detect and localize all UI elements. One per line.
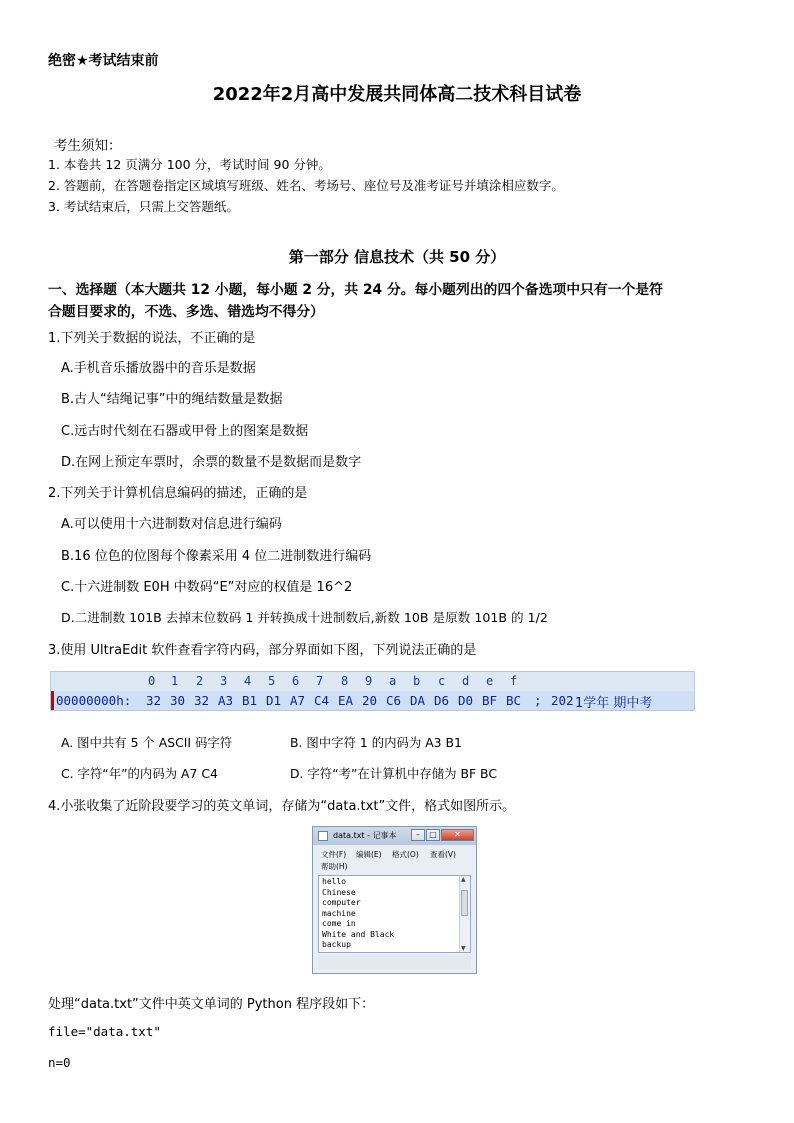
hex-byte: C4 [314,693,330,708]
ruler-label: 7 [316,674,324,688]
hex-ascii-text-cn: 1学年 期中考 [575,696,653,711]
option-c: C.远古时代刻在石器或甲骨上的图案是数据 [61,424,309,439]
question-stem: 3.使用 UltraEdit 软件查看字符内码，部分界面如下图，下列说法正确的是 [48,643,477,658]
notice-item: 1. 本卷共 12 页满分 100 分，考试时间 90 分钟。 [48,157,331,172]
ruler-label: f [510,674,518,688]
part-heading: 第一部分 信息技术（共 50 分） [288,248,506,266]
option-c: C. 字符“年”的内码为 A7 C4 [61,766,218,781]
ruler-label: 1 [171,674,179,688]
hex-byte: 32 [194,693,210,708]
ruler-label: c [438,674,446,688]
question-stem: 4.小张收集了近阶段要学习的英文单词，存储为“data.txt”文件，格式如图所示。 [48,799,516,814]
text-line: come in [322,919,356,928]
hex-column-ruler [51,672,694,690]
text-line: computer [322,898,361,907]
menu-help[interactable]: 帮助(H) [321,862,348,871]
text-line: Chinese [322,887,356,897]
hex-byte: DA [410,693,426,708]
ruler-label: b [413,674,421,688]
hex-byte: D6 [434,693,450,708]
minimize-icon[interactable]: – [411,829,425,841]
maximize-icon[interactable]: □ [426,829,440,841]
hex-byte: D0 [458,693,474,708]
code-intro: 处理“data.txt”文件中英文单词的 Python 程序段如下： [48,997,375,1012]
notice-item: 3. 考试结束后，只需上交答题纸。 [48,199,239,214]
hex-ascii-text: 202 [551,693,574,708]
close-icon[interactable]: ✕ [441,829,474,841]
notepad-app-icon [318,831,328,841]
hex-byte: C6 [386,693,402,708]
text-line: hello [322,877,347,886]
text-line: White and Black [322,929,395,939]
scroll-down-icon[interactable]: ▼ [461,945,466,952]
option-c: C.十六进制数 E0H 中数码“E”对应的权值是 16^2 [61,580,353,595]
menu-edit[interactable]: 编辑(E) [356,850,382,859]
notepad-text-area[interactable] [318,875,471,953]
confidential-label: 绝密★考试结束前 [48,53,159,69]
hex-separator: ; [534,693,542,708]
section-instructions-line1: 一、选择题（本大题共 12 小题，每小题 2 分，共 24 分。每小题列出的四个备选项中只有一个是符 [48,282,663,298]
ruler-label: 3 [220,674,228,688]
ruler-label: d [462,674,470,688]
option-a: A.可以使用十六进制数对信息进行编码 [61,517,282,532]
hex-byte: BC [506,693,522,708]
notepad-title-bar[interactable] [313,827,476,845]
exam-title: 2022年2月高中发展共同体高二技术科目试卷 [212,84,582,105]
ruler-label: a [389,674,397,688]
scroll-up-icon[interactable]: ▲ [461,876,466,883]
option-b: B. 图中字符 1 的内码为 A3 B1 [290,735,462,750]
menu-view[interactable]: 查看(V) [430,850,456,859]
scrollbar-thumb[interactable] [461,890,468,916]
hex-data-row [51,691,695,710]
ultraedit-hex-view [50,671,695,711]
ruler-label: 4 [244,674,252,688]
hex-byte: A3 [218,693,234,708]
question-stem: 1.下列关于数据的说法，不正确的是 [48,331,256,346]
option-d: D. 字符“考”在计算机中存储为 BF BC [290,766,497,781]
ruler-label: 2 [196,674,204,688]
menu-file[interactable]: 文件(F) [321,850,347,859]
text-line: backup [322,940,351,949]
option-b: B.16 位色的位图每个像素采用 4 位二进制数进行编码 [61,549,372,564]
option-d: D.二进制数 101B 去掉末位数码 1 并转换成十进制数后,新数 10B 是原数 101B 的 1/2 [61,610,548,625]
hex-byte: B1 [242,693,258,708]
code-line: file="data.txt" [48,1024,161,1039]
hex-byte: EA [338,693,354,708]
notepad-status-bar [318,955,471,969]
text-line: machine [322,908,356,918]
code-line: n=0 [48,1055,71,1070]
ruler-label: 6 [292,674,300,688]
hex-byte: A7 [290,693,306,708]
notice-item: 2. 答题前，在答题卷指定区域填写班级、姓名、考场号、座位号及准考证号并填涂相应数字。 [48,178,564,193]
hex-byte: 20 [362,693,378,708]
ruler-label: 0 [148,674,156,688]
ruler-label: e [486,674,494,688]
option-d: D.在网上预定车票时，余票的数量不是数据而是数字 [61,455,362,470]
vertical-scrollbar[interactable] [459,876,470,952]
section-instructions-line2: 合题目要求的，不选、多选、错选均不得分） [48,304,324,320]
notepad-title: data.txt - 记事本 [333,831,397,840]
hex-byte: 32 [146,693,162,708]
hex-byte: BF [482,693,498,708]
option-a: A. 图中共有 5 个 ASCII 码字符 [61,735,233,750]
notepad-window [312,826,477,974]
notepad-menu-bar [313,846,476,874]
option-a: A.手机音乐播放器中的音乐是数据 [61,361,256,376]
question-stem: 2.下列关于计算机信息编码的描述，正确的是 [48,486,308,501]
option-b: B.古人“结绳记事”中的绳结数量是数据 [61,392,283,407]
ruler-label: 9 [365,674,373,688]
hex-byte: 30 [170,693,186,708]
hex-byte: D1 [266,693,282,708]
ruler-label: 5 [268,674,276,688]
notice-heading: 考生须知： [54,138,122,154]
menu-format[interactable]: 格式(O) [392,850,419,859]
ruler-label: 8 [341,674,349,688]
hex-address: 00000000h: [56,693,132,708]
